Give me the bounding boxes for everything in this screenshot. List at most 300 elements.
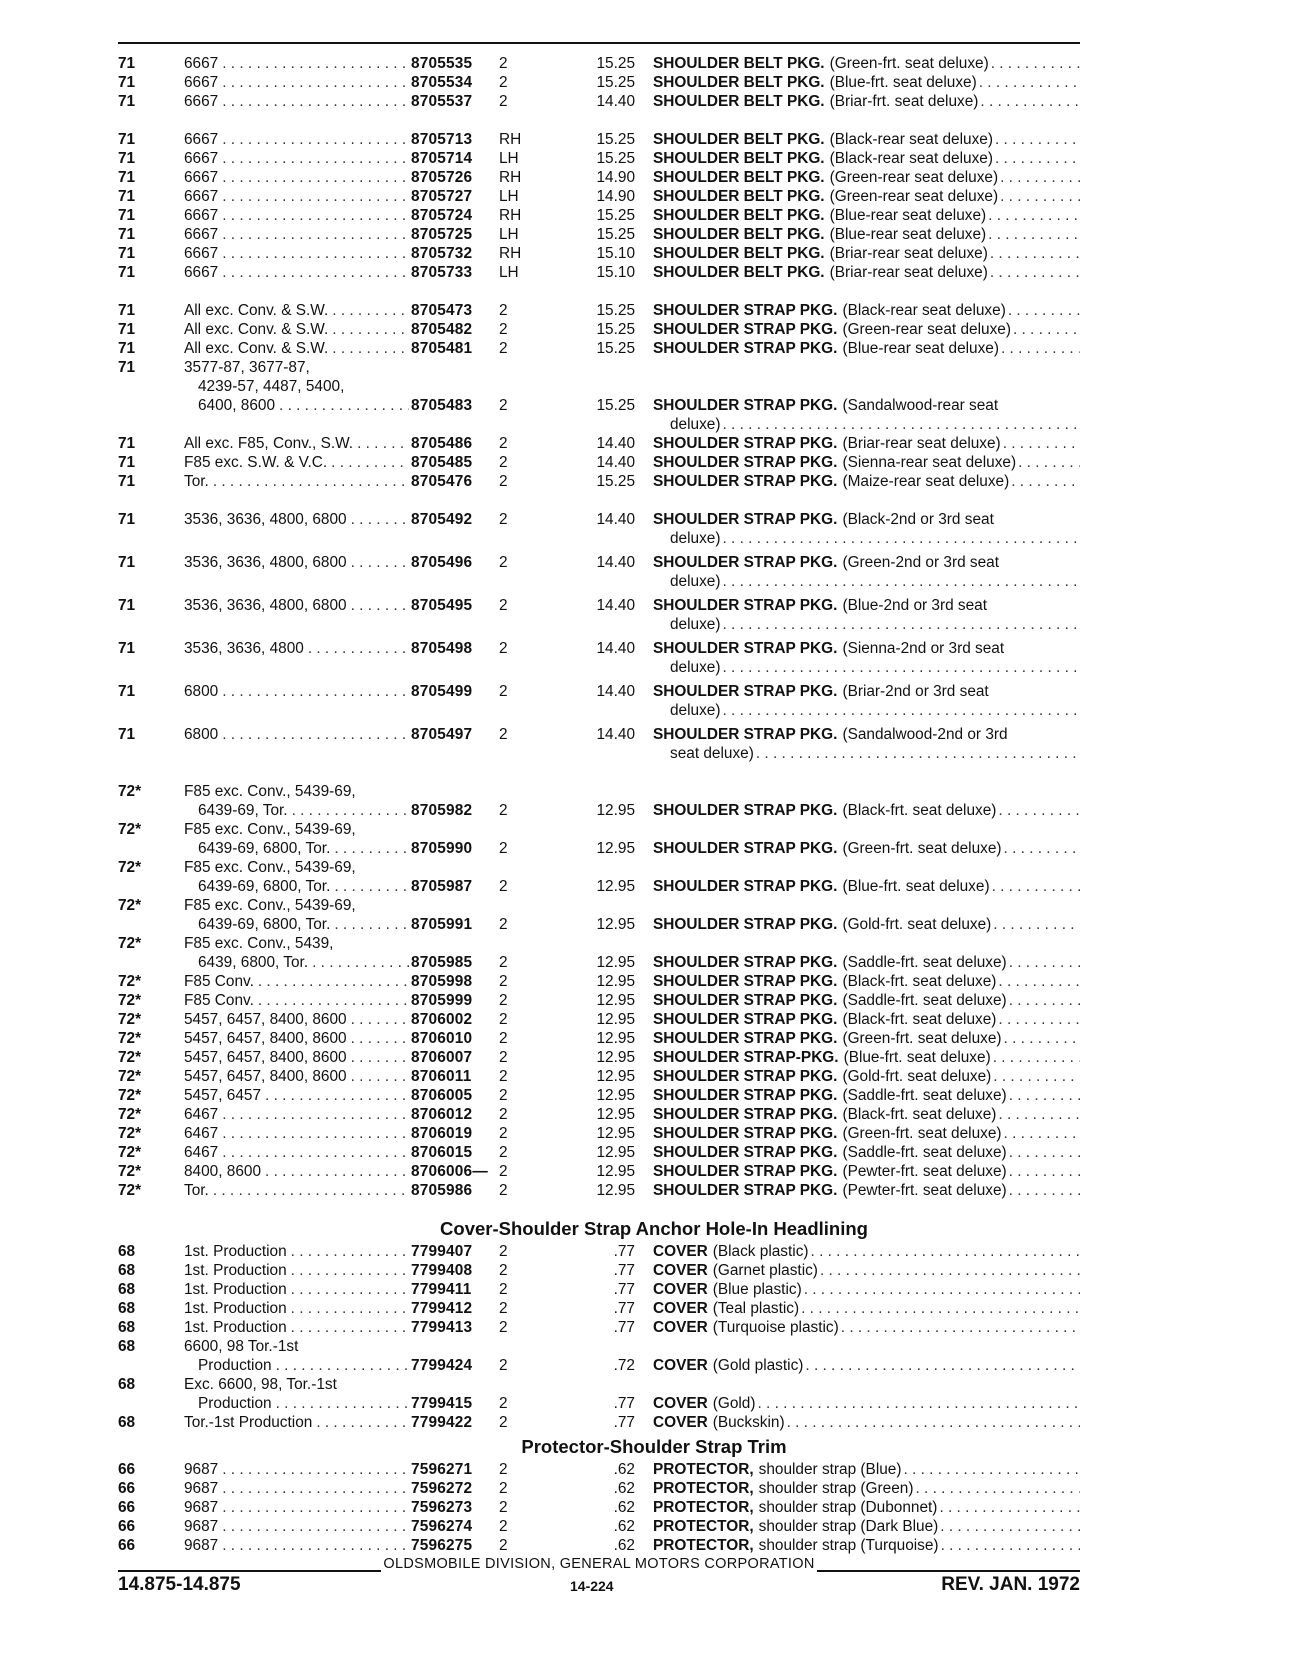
model-line xyxy=(184,1394,411,1413)
year-cell: 68 xyxy=(118,1338,136,1355)
leader-dots xyxy=(998,1105,1080,1124)
model-text: 5457, 6457, 8400, 8600 xyxy=(184,1011,347,1028)
model-line xyxy=(184,54,411,73)
model-line xyxy=(184,244,411,263)
year-cell: 71 xyxy=(118,93,136,110)
description-cell xyxy=(653,1318,1080,1337)
quantity-cell: 2 xyxy=(499,1106,508,1123)
quantity-cell: LH xyxy=(499,226,519,243)
footer-rule-left xyxy=(118,1561,381,1572)
description-title: SHOULDER STRAP PKG. xyxy=(653,473,838,490)
part-number-cell: 8706002 xyxy=(411,1011,473,1028)
leader-dots xyxy=(222,1479,409,1498)
price-cell: 12.95 xyxy=(596,1163,635,1180)
table-row xyxy=(118,1181,1080,1200)
price-cell: 14.40 xyxy=(596,683,635,700)
price-cell: .77 xyxy=(613,1262,635,1279)
quantity-cell: RH xyxy=(499,207,522,224)
price-cell: 14.90 xyxy=(596,188,635,205)
part-number-cell: 8706006— xyxy=(411,1163,488,1180)
model-cell xyxy=(184,553,411,572)
quantity-cell: 2 xyxy=(499,1319,508,1336)
description-text: (Gold-frt. seat deluxe) xyxy=(842,916,992,933)
description-line xyxy=(653,1517,1080,1536)
quantity-cell: 2 xyxy=(499,397,508,414)
quantity-cell: 2 xyxy=(499,726,508,743)
leader-dots xyxy=(915,1479,1080,1498)
description-cell xyxy=(653,187,1080,206)
year-cell: 71 xyxy=(118,340,136,357)
model-text: Tor.-1st Production xyxy=(184,1414,313,1431)
leader-dots xyxy=(222,1536,409,1555)
description-cell xyxy=(653,639,1080,677)
model-cell xyxy=(184,1242,411,1261)
model-text: 9687 xyxy=(184,1461,219,1478)
price-cell: 12.95 xyxy=(596,1030,635,1047)
description-line xyxy=(653,658,1080,677)
leader-dots xyxy=(801,1299,1080,1318)
model-line xyxy=(184,130,411,149)
model-text: F85 exc. Conv., 5439, xyxy=(184,935,334,952)
description-cell xyxy=(653,453,1080,472)
quantity-cell: 2 xyxy=(499,1357,508,1374)
description-line xyxy=(653,244,1080,263)
quantity-cell: 2 xyxy=(499,1480,508,1497)
description-cell xyxy=(653,1479,1080,1498)
description-cell xyxy=(653,1517,1080,1536)
leader-dots xyxy=(265,1162,409,1181)
leader-dots xyxy=(222,1124,409,1143)
model-text: 3536, 3636, 4800, 6800 xyxy=(184,511,347,528)
year-cell: 72* xyxy=(118,1030,142,1047)
description-text: deluxe) xyxy=(670,530,721,547)
description-title: SHOULDER STRAP PKG. xyxy=(653,302,838,319)
description-title: COVER xyxy=(653,1281,708,1298)
description-text: (Saddle-frt. seat deluxe) xyxy=(842,1087,1007,1104)
description-title: SHOULDER BELT PKG. xyxy=(653,74,825,91)
description-text: shoulder strap (Green) xyxy=(758,1480,914,1497)
part-number-cell: 8705726 xyxy=(411,169,473,186)
price-cell: 15.25 xyxy=(596,397,635,414)
price-cell: 14.40 xyxy=(596,93,635,110)
description-line xyxy=(653,1048,1080,1067)
price-cell: .62 xyxy=(613,1499,635,1516)
price-cell: .77 xyxy=(613,1243,635,1260)
model-cell xyxy=(184,1318,411,1337)
leader-dots xyxy=(939,1498,1080,1517)
part-number-cell: 7799422 xyxy=(411,1414,473,1431)
description-text: (Gold) xyxy=(712,1395,756,1412)
model-cell xyxy=(184,1048,411,1067)
model-text: 6667 xyxy=(184,55,219,72)
description-cell xyxy=(653,472,1080,491)
part-number-cell: 8705982 xyxy=(411,802,473,819)
table-row xyxy=(118,168,1080,187)
leader-dots xyxy=(334,839,409,858)
description-text: (Green-rear seat deluxe) xyxy=(829,188,999,205)
description-cell xyxy=(653,1181,1080,1200)
table-row xyxy=(118,510,1080,548)
leader-dots xyxy=(291,1242,409,1261)
description-cell xyxy=(653,1105,1080,1124)
model-cell xyxy=(184,1299,411,1318)
leader-dots xyxy=(351,1010,409,1029)
description-line xyxy=(653,572,1080,591)
description-line xyxy=(653,596,1080,615)
leader-dots xyxy=(1009,991,1080,1010)
year-cell: 71 xyxy=(118,511,136,528)
model-cell xyxy=(184,301,411,320)
description-line xyxy=(653,54,1080,73)
part-number-cell: 8705986 xyxy=(411,1182,473,1199)
price-cell: 12.95 xyxy=(596,1106,635,1123)
leader-dots xyxy=(941,1536,1080,1555)
description-text: (Black-rear seat deluxe) xyxy=(829,150,993,167)
model-cell xyxy=(184,1105,411,1124)
top-rule xyxy=(118,42,1080,44)
leader-dots xyxy=(998,972,1080,991)
leader-dots xyxy=(1009,1143,1080,1162)
description-text: (Buckskin) xyxy=(712,1414,785,1431)
leader-dots xyxy=(308,639,409,658)
model-text: 1st. Production xyxy=(184,1243,287,1260)
quantity-cell: 2 xyxy=(499,1499,508,1516)
model-cell xyxy=(184,1086,411,1105)
leader-dots xyxy=(331,453,409,472)
description-line xyxy=(653,73,1080,92)
model-text: F85 Conv. xyxy=(184,992,254,1009)
quantity-cell: 2 xyxy=(499,511,508,528)
quantity-cell: 2 xyxy=(499,93,508,110)
description-text: (Black-frt. seat deluxe) xyxy=(842,973,997,990)
leader-dots xyxy=(222,92,409,111)
part-number-cell: 7596273 xyxy=(411,1499,473,1516)
description-text: deluxe) xyxy=(670,416,721,433)
description-line xyxy=(653,682,1080,701)
model-cell xyxy=(184,725,411,744)
leader-dots xyxy=(722,658,1080,677)
description-text: (Briar-frt. seat deluxe) xyxy=(829,93,979,110)
description-text: (Saddle-frt. seat deluxe) xyxy=(842,1144,1007,1161)
description-title: SHOULDER STRAP PKG. xyxy=(653,840,838,857)
model-line xyxy=(184,396,411,415)
price-cell: 15.25 xyxy=(596,340,635,357)
entry-group xyxy=(118,301,1080,491)
model-line xyxy=(184,73,411,92)
part-number-cell: 8705495 xyxy=(411,597,473,614)
parts-list xyxy=(118,54,1080,1574)
model-text: F85 exc. Conv., 5439-69, xyxy=(184,897,356,914)
quantity-cell: 2 xyxy=(499,1011,508,1028)
description-cell xyxy=(653,1280,1080,1299)
description-line xyxy=(653,725,1080,744)
table-row xyxy=(118,339,1080,358)
model-cell xyxy=(184,1029,411,1048)
year-cell: 68 xyxy=(118,1243,136,1260)
model-line xyxy=(184,320,411,339)
description-title: PROTECTOR, xyxy=(653,1537,754,1554)
model-line xyxy=(184,1517,411,1536)
description-title: PROTECTOR, xyxy=(653,1499,754,1516)
model-cell xyxy=(184,1460,411,1479)
year-cell: 66 xyxy=(118,1461,136,1478)
description-title: SHOULDER STRAP PKG. xyxy=(653,1087,838,1104)
model-cell xyxy=(184,358,411,415)
part-number-cell: 8705732 xyxy=(411,245,473,262)
description-cell xyxy=(653,1124,1080,1143)
leader-dots xyxy=(222,73,409,92)
description-text: seat deluxe) xyxy=(670,745,754,762)
description-line xyxy=(653,1318,1080,1337)
description-cell xyxy=(653,972,1080,991)
year-cell: 68 xyxy=(118,1300,136,1317)
model-text: 6667 xyxy=(184,74,219,91)
description-text: shoulder strap (Dubonnet) xyxy=(758,1499,938,1516)
model-line xyxy=(184,682,411,701)
description-line xyxy=(653,301,1080,320)
leader-dots xyxy=(1009,953,1080,972)
description-text: (Blue-frt. seat deluxe) xyxy=(843,1049,991,1066)
quantity-cell: 2 xyxy=(499,321,508,338)
price-cell: 12.95 xyxy=(596,802,635,819)
leader-dots xyxy=(992,877,1080,896)
description-text: (Green-2nd or 3rd seat xyxy=(842,554,999,571)
description-cell xyxy=(653,1067,1080,1086)
model-text: F85 Conv. xyxy=(184,973,254,990)
description-line xyxy=(653,744,1080,763)
description-cell xyxy=(653,1162,1080,1181)
model-text: 6667 xyxy=(184,150,219,167)
part-number-cell: 8705714 xyxy=(411,150,473,167)
footer-rule-right xyxy=(817,1561,1080,1572)
quantity-cell: 2 xyxy=(499,1537,508,1554)
table-row xyxy=(118,1318,1080,1337)
model-line xyxy=(184,553,411,572)
description-cell xyxy=(653,1048,1080,1067)
price-cell: .77 xyxy=(613,1300,635,1317)
description-line xyxy=(653,1067,1080,1086)
description-text: (Black-frt. seat deluxe) xyxy=(842,802,997,819)
year-cell: 71 xyxy=(118,473,136,490)
description-cell xyxy=(653,1242,1080,1261)
table-row xyxy=(118,896,1080,934)
part-number-cell: 8705483 xyxy=(411,397,473,414)
part-number-cell: 7799412 xyxy=(411,1300,473,1317)
part-number-cell: 8706005 xyxy=(411,1087,473,1104)
leader-dots xyxy=(222,130,409,149)
description-line xyxy=(653,1010,1080,1029)
leader-dots xyxy=(279,396,409,415)
price-cell: 15.25 xyxy=(596,302,635,319)
leader-dots xyxy=(222,54,409,73)
quantity-cell: 2 xyxy=(499,1300,508,1317)
model-cell xyxy=(184,1517,411,1536)
model-cell xyxy=(184,472,411,491)
model-text: 6439-69, 6800, Tor. xyxy=(198,840,331,857)
model-line xyxy=(184,991,411,1010)
year-cell: 66 xyxy=(118,1518,136,1535)
price-cell: 12.95 xyxy=(596,954,635,971)
model-line xyxy=(184,858,411,877)
price-cell: 15.25 xyxy=(596,321,635,338)
leader-dots xyxy=(258,972,409,991)
description-text: shoulder strap (Turquoise) xyxy=(758,1537,939,1554)
leader-dots xyxy=(316,1413,409,1432)
description-title: COVER xyxy=(653,1262,708,1279)
leader-dots xyxy=(993,915,1080,934)
description-cell xyxy=(653,54,1080,73)
table-row xyxy=(118,1280,1080,1299)
description-cell xyxy=(653,73,1080,92)
model-text: Tor. xyxy=(184,473,209,490)
leader-dots xyxy=(291,1299,409,1318)
model-text: F85 exc. Conv., 5439-69, xyxy=(184,859,356,876)
model-line xyxy=(184,1280,411,1299)
model-text: Exc. 6600, 98, Tor.-1st xyxy=(184,1376,337,1393)
description-line xyxy=(653,991,1080,1010)
description-title: SHOULDER BELT PKG. xyxy=(653,188,825,205)
price-cell: 14.90 xyxy=(596,169,635,186)
price-cell: 12.95 xyxy=(596,1011,635,1028)
table-row xyxy=(118,1413,1080,1432)
description-line xyxy=(653,415,1080,434)
description-text: (Blue-rear seat deluxe) xyxy=(829,226,987,243)
year-cell: 71 xyxy=(118,726,136,743)
year-cell: 66 xyxy=(118,1537,136,1554)
description-title: SHOULDER BELT PKG. xyxy=(653,245,825,262)
model-cell xyxy=(184,682,411,701)
leader-dots xyxy=(820,1261,1080,1280)
price-cell: 12.95 xyxy=(596,1087,635,1104)
description-title: SHOULDER STRAP PKG. xyxy=(653,1125,838,1142)
description-text: (Briar-rear seat deluxe) xyxy=(842,435,1001,452)
table-row xyxy=(118,991,1080,1010)
quantity-cell: 2 xyxy=(499,1049,508,1066)
model-line xyxy=(184,915,411,934)
leader-dots xyxy=(351,1029,409,1048)
description-title: SHOULDER STRAP PKG. xyxy=(653,454,838,471)
description-text: (Gold plastic) xyxy=(712,1357,804,1374)
part-number-cell: 7799411 xyxy=(411,1281,472,1298)
model-text: 6667 xyxy=(184,264,219,281)
model-text: 6667 xyxy=(184,188,219,205)
description-line xyxy=(653,1143,1080,1162)
year-cell: 68 xyxy=(118,1262,136,1279)
model-text: 6439, 6800, Tor. xyxy=(198,954,309,971)
entry-group xyxy=(118,639,1080,677)
entry-group xyxy=(118,1460,1080,1555)
quantity-cell: 2 xyxy=(499,683,508,700)
description-line xyxy=(653,972,1080,991)
description-line xyxy=(653,168,1080,187)
leader-dots xyxy=(213,472,409,491)
description-title: SHOULDER STRAP PKG. xyxy=(653,1163,838,1180)
leader-dots xyxy=(990,263,1080,282)
leader-dots xyxy=(722,529,1080,548)
leader-dots xyxy=(722,572,1080,591)
description-title: SHOULDER BELT PKG. xyxy=(653,207,825,224)
table-row xyxy=(118,858,1080,896)
model-text: 9687 xyxy=(184,1480,219,1497)
description-cell xyxy=(653,725,1080,763)
price-cell: 14.40 xyxy=(596,454,635,471)
description-cell xyxy=(653,320,1080,339)
leader-dots xyxy=(332,320,409,339)
part-number-cell: 8705724 xyxy=(411,207,473,224)
model-text: 6800 xyxy=(184,726,219,743)
description-title: SHOULDER STRAP PKG. xyxy=(653,954,838,971)
quantity-cell: 2 xyxy=(499,1281,508,1298)
model-cell xyxy=(184,639,411,658)
model-line xyxy=(184,596,411,615)
model-line xyxy=(184,225,411,244)
table-row xyxy=(118,1261,1080,1280)
leader-dots xyxy=(334,915,409,934)
model-text: 5457, 6457, 8400, 8600 xyxy=(184,1068,347,1085)
quantity-cell: RH xyxy=(499,245,522,262)
price-cell: 15.25 xyxy=(596,74,635,91)
description-text: (Pewter-frt. seat deluxe) xyxy=(842,1182,1007,1199)
table-row xyxy=(118,639,1080,677)
description-title: SHOULDER STRAP PKG. xyxy=(653,1011,838,1028)
description-line xyxy=(653,1242,1080,1261)
model-line xyxy=(184,1067,411,1086)
year-cell: 71 xyxy=(118,321,136,338)
quantity-cell: LH xyxy=(499,150,519,167)
price-cell: 12.95 xyxy=(596,1144,635,1161)
description-text: (Blue-frt. seat deluxe) xyxy=(829,74,977,91)
part-number-cell: 8705481 xyxy=(411,340,473,357)
year-cell: 72* xyxy=(118,1087,142,1104)
model-cell xyxy=(184,1280,411,1299)
description-text: (Black-frt. seat deluxe) xyxy=(842,1011,997,1028)
entry-group xyxy=(118,553,1080,591)
part-number-cell: 7799407 xyxy=(411,1243,473,1260)
part-number-cell: 7596274 xyxy=(411,1518,473,1535)
model-cell xyxy=(184,244,411,263)
model-text: 9687 xyxy=(184,1537,219,1554)
price-cell: .62 xyxy=(613,1537,635,1554)
model-line xyxy=(184,1143,411,1162)
description-title: SHOULDER STRAP PKG. xyxy=(653,321,838,338)
description-line xyxy=(653,1479,1080,1498)
model-cell xyxy=(184,1143,411,1162)
description-cell xyxy=(653,149,1080,168)
part-number-cell: 8705999 xyxy=(411,992,473,1009)
leader-dots xyxy=(312,953,409,972)
model-text: 4239-57, 4487, 5400, xyxy=(198,378,345,395)
description-title: SHOULDER STRAP PKG. xyxy=(653,878,838,895)
leader-dots xyxy=(291,1280,409,1299)
quantity-cell: 2 xyxy=(499,916,508,933)
description-title: SHOULDER STRAP PKG. xyxy=(653,435,838,452)
quantity-cell: 2 xyxy=(499,1068,508,1085)
leader-dots xyxy=(1009,1162,1080,1181)
description-cell xyxy=(653,1337,1080,1375)
description-title: PROTECTOR, xyxy=(653,1461,754,1478)
price-cell: 12.95 xyxy=(596,1182,635,1199)
year-cell: 72* xyxy=(118,859,142,876)
table-row xyxy=(118,553,1080,591)
leader-dots xyxy=(998,1010,1080,1029)
model-line xyxy=(184,801,411,820)
year-cell: 72* xyxy=(118,1144,142,1161)
footer-line xyxy=(118,1556,1080,1572)
description-line xyxy=(653,1181,1080,1200)
price-cell: .77 xyxy=(613,1319,635,1336)
model-line xyxy=(184,1299,411,1318)
table-row xyxy=(118,1460,1080,1479)
